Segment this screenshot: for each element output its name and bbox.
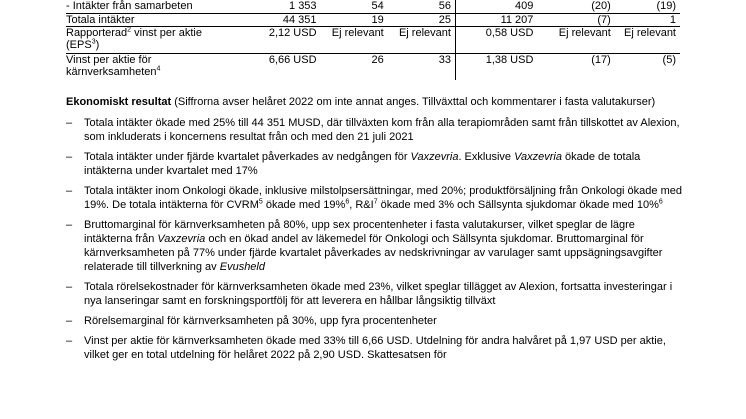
cell-fy-value: 44 351 [221, 14, 321, 27]
row-label: - Intäkter från samarbeten [66, 0, 221, 14]
cell-q4-growth-cer: Ej relevant [615, 27, 680, 54]
financial-performance-section [66, 95, 686, 368]
cell-fy-growth-actual: 26 [371, 54, 384, 66]
list-item: – Totala intäkter under fjärde kvartalet påverkades av nedgången för Vaxzevria. Exklusive Vaxzevria ökade de totala intäkterna under kvartalet med 17% [66, 151, 641, 177]
table-row [66, 14, 680, 27]
cell-q4-growth-actual: (7) [537, 14, 614, 27]
cell-q4-growth-cer: (19) [615, 0, 680, 14]
cell-q4-growth-cer: 1 [615, 14, 680, 27]
cell-fy-growth-cer: 56 [388, 0, 456, 14]
table-row [66, 27, 680, 54]
cell-fy-growth-actual: 54 [321, 0, 388, 14]
row-label: Rapporterad$^2$ vinst per aktie (EPS$^3$) [66, 27, 221, 54]
cell-fy-value: 1 353 [221, 0, 321, 14]
cell-fy-growth-cer: 25 [388, 14, 456, 27]
cell-q4-value: 11 207 [455, 14, 537, 27]
list-item: – Totala rörelsekostnader för kärnverksamheten ökade med 23%, vilket speglar tillägget av Alexion, fortsatta investeringar i nya lanseringar samt en forskningsportfölj för att leverera en hållbar långsiktig tillväxt [66, 281, 673, 307]
cell-q4-growth-cer: (5) [662, 54, 676, 66]
bullet-list [66, 116, 686, 362]
section-heading: Ekonomiskt resultat (Siffrorna avser helåret 2022 om inte annat anges. Tillväxttal och kommentarer i fasta valutakurser) [66, 96, 656, 108]
table-row [66, 0, 680, 14]
row-label: Totala intäkter [66, 14, 221, 27]
table-row [66, 54, 680, 81]
cell-fy-growth-cer: Ej relevant [388, 27, 456, 54]
cell-q4-value: 1,38 USD [485, 54, 534, 66]
cell-q4-value: 409 [455, 0, 537, 14]
list-item: – Totala intäkter inom Onkologi ökade, inklusive milstolpsersättningar, med 20%; produktförsäljning från Onkologi ökade med 19%. De totala intäkterna för CVRM$^5$ ökade med 19%$^6$, $R\&I^7$ ökade med 3% och Sällsynta sjukdomar ökade med 10%$^6$ [66, 185, 682, 211]
cell-q4-value: 0,58 USD [455, 27, 537, 54]
cell-fy-growth-cer: 33 [388, 54, 456, 81]
cell-fy-growth-actual: Ej relevant [321, 27, 388, 54]
list-item: – Totala intäkter ökade med 25% till 44 351 MUSD, där tillväxten kom från alla terapiområden samt från tillskottet av Alexion, som inkluderats i koncernens resultat från och med den 21 juli 2021 [66, 117, 680, 143]
cell-fy-growth-actual: 19 [321, 14, 388, 27]
list-item: – Rörelsemarginal för kärnverksamheten på 30%, upp fyra procentenheter [66, 315, 437, 327]
cell-q4-growth-actual: (20) [537, 0, 614, 14]
row-label: Vinst per aktie för kärnverksamheten$^4$ [66, 54, 161, 78]
cell-q4-growth-actual: (17) [591, 54, 611, 66]
results-table [66, 0, 680, 80]
list-item: – Bruttomarginal för kärnverksamheten på 80%, upp sex procentenheter i fasta valutakurser, vilket speglar de lägre intäkterna från Vaxzevria och en ökad andel av läkemedel för Onkologi och Sällsynta sjukdomar. Bruttomarginal för kärnverksamheten på 77% under fjärde kvartalet påverkades av nedskrivningar av varulager samt uppsägningsavgifter relaterade till tillverkning av Evusheld [66, 219, 663, 273]
list-item: – Vinst per aktie för kärnverksamheten ökade med 33% till 6,66 USD. Utdelning för andra halvåret på 1,97 USD per aktie, vilket ger en total utdelning för helåret 2022 på 2,90 USD. Skattesatsen för [66, 335, 666, 361]
cell-fy-value: 6,66 USD [268, 54, 317, 66]
cell-fy-value: 2,12 USD [221, 27, 321, 54]
cell-q4-growth-actual: Ej relevant [537, 27, 614, 54]
